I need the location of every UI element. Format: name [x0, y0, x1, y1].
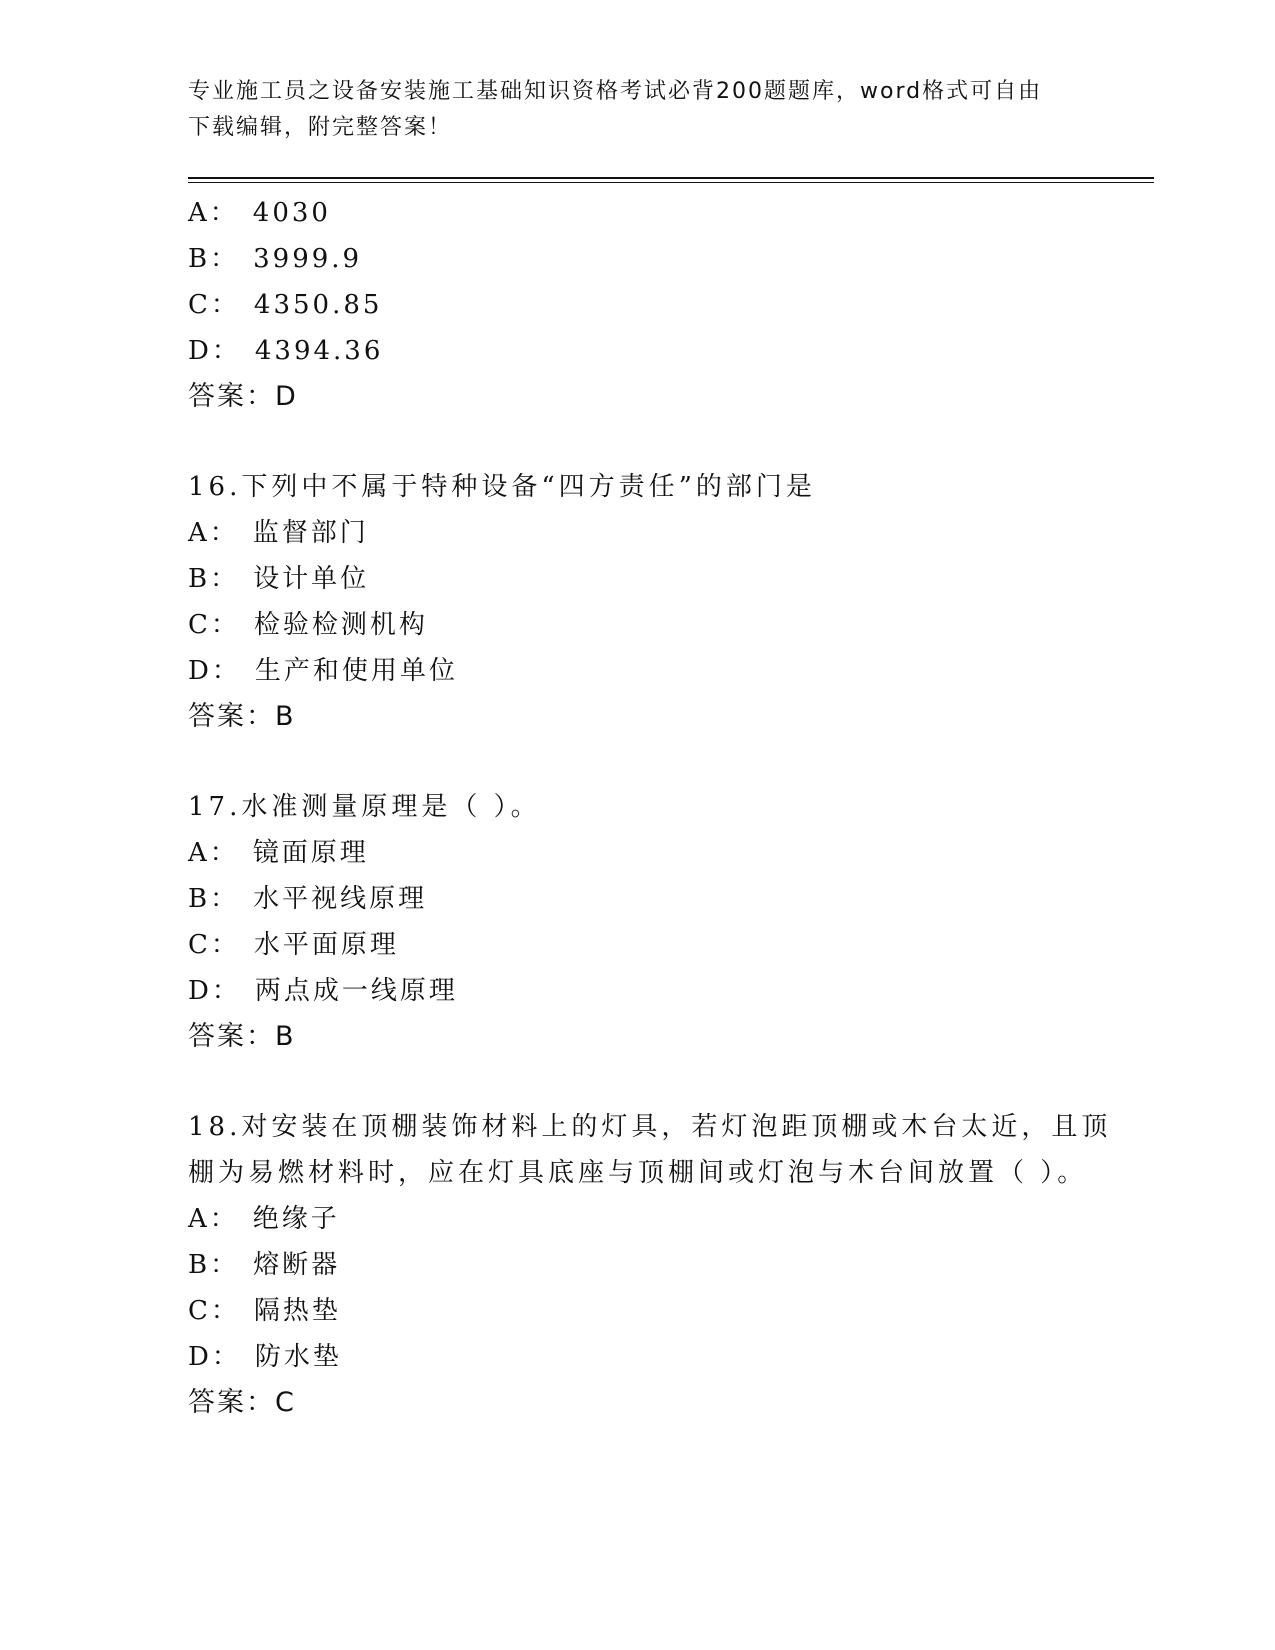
option-b: B： 设计单位: [188, 564, 370, 594]
question-17: [188, 784, 1148, 1060]
option-b: B： 3999.9: [188, 244, 363, 274]
option-a: A： 镜面原理: [188, 838, 369, 868]
option-a: A： 绝缘子: [188, 1204, 340, 1234]
header-divider-thick: [188, 177, 1154, 179]
option-d: D： 两点成一线原理: [188, 976, 458, 1006]
option-a: A： 4030: [188, 198, 331, 228]
answer-line: 答案：B: [188, 701, 296, 732]
option-b: B： 水平视线原理: [188, 884, 428, 914]
header-divider-thin: [188, 182, 1154, 183]
option-b: B： 熔断器: [188, 1250, 341, 1280]
question-16: [188, 464, 1148, 740]
question-text: 16.下列中不属于特种设备“四方责任”的部门是: [188, 472, 816, 502]
question-text: 17.水准测量原理是（ ）。: [188, 792, 541, 822]
header-line-1: 专业施工员之设备安装施工基础知识资格考试必背200题题库，word格式可自由: [188, 79, 1043, 104]
answer-line: 答案：B: [188, 1021, 296, 1052]
question-text-line-1: 18.对安装在顶棚装饰材料上的灯具，若灯泡距顶棚或木台太近，且顶: [188, 1112, 1112, 1142]
question-list: [188, 190, 1148, 1426]
option-c: C： 水平面原理: [188, 930, 399, 960]
option-c: C： 4350.85: [188, 290, 383, 320]
header-line-2: 下载编辑，附完整答案！: [188, 115, 453, 140]
option-d: D： 生产和使用单位: [188, 656, 458, 686]
question-18: [188, 1104, 1148, 1426]
document-header: [188, 74, 1088, 146]
option-c: C： 检验检测机构: [188, 610, 428, 640]
answer-line: 答案：C: [188, 1387, 296, 1418]
option-a: A： 监督部门: [188, 518, 369, 548]
option-c: C： 隔热垫: [188, 1296, 341, 1326]
answer-line: 答案：D: [188, 381, 298, 412]
question-15: [188, 190, 1148, 420]
option-d: D： 4394.36: [188, 336, 384, 366]
option-d: D： 防水垫: [188, 1342, 342, 1372]
question-text-line-2: 棚为易燃材料时，应在灯具底座与顶棚间或灯泡与木台间放置（ ）。: [188, 1158, 1088, 1188]
